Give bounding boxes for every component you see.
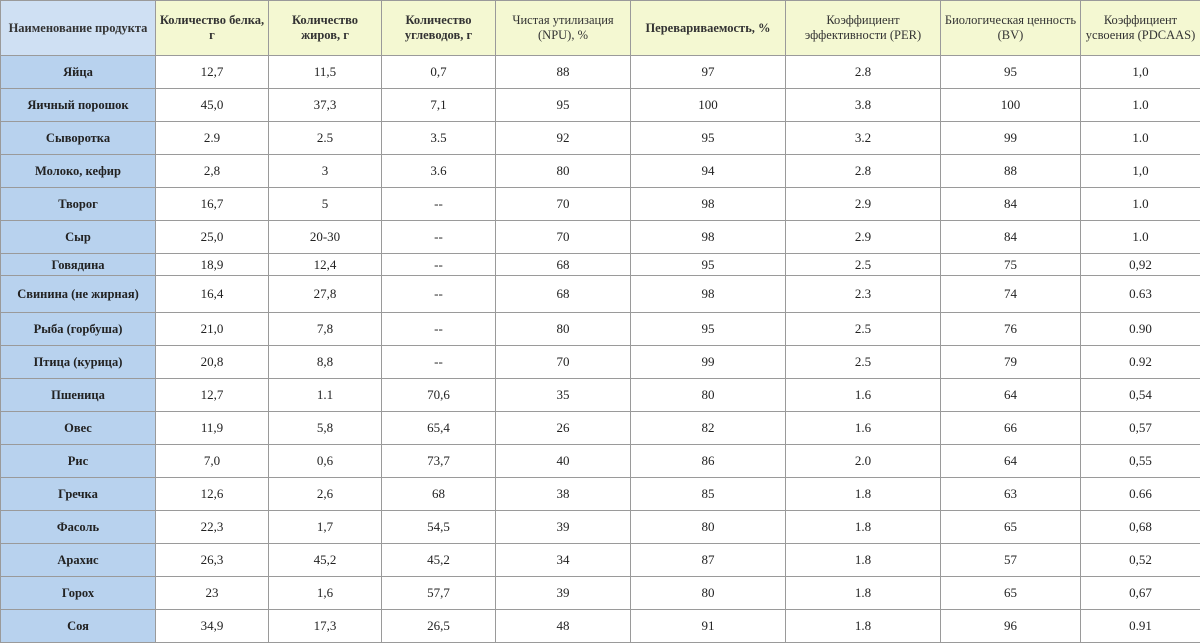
product-name: Яйца [1, 56, 156, 89]
cell-digestibility: 98 [631, 188, 786, 221]
cell-protein: 34,9 [156, 610, 269, 643]
table-row [1, 511, 1200, 544]
product-name: Рис [1, 445, 156, 478]
header-npu: Чистая утилизация (NPU), % [496, 1, 631, 56]
cell-npu: 48 [496, 610, 631, 643]
cell-digestibility: 94 [631, 155, 786, 188]
table-row [1, 610, 1200, 643]
cell-carbs: 0,7 [382, 56, 496, 89]
cell-npu: 39 [496, 577, 631, 610]
cell-npu: 35 [496, 379, 631, 412]
cell-pdcaas: 0,68 [1081, 511, 1200, 544]
cell-digestibility: 98 [631, 276, 786, 313]
table-row [1, 412, 1200, 445]
cell-digestibility: 85 [631, 478, 786, 511]
table-row [1, 544, 1200, 577]
cell-per: 2.5 [786, 254, 941, 276]
cell-fat: 20-30 [269, 221, 382, 254]
product-name: Сыворотка [1, 122, 156, 155]
cell-pdcaas: 0,52 [1081, 544, 1200, 577]
cell-npu: 92 [496, 122, 631, 155]
cell-protein: 11,9 [156, 412, 269, 445]
cell-pdcaas: 1,0 [1081, 155, 1200, 188]
cell-fat: 3 [269, 155, 382, 188]
cell-carbs: 7,1 [382, 89, 496, 122]
header-per: Коэффициент эффективности (PER) [786, 1, 941, 56]
cell-fat: 27,8 [269, 276, 382, 313]
cell-bv: 100 [941, 89, 1081, 122]
cell-protein: 22,3 [156, 511, 269, 544]
cell-protein: 23 [156, 577, 269, 610]
cell-protein: 2.9 [156, 122, 269, 155]
cell-bv: 84 [941, 221, 1081, 254]
cell-bv: 84 [941, 188, 1081, 221]
cell-protein: 12,7 [156, 56, 269, 89]
cell-protein: 20,8 [156, 346, 269, 379]
cell-per: 1.8 [786, 511, 941, 544]
header-product: Наименование продукта [1, 1, 156, 56]
cell-digestibility: 80 [631, 379, 786, 412]
table-row [1, 478, 1200, 511]
cell-npu: 95 [496, 89, 631, 122]
cell-per: 3.8 [786, 89, 941, 122]
cell-bv: 65 [941, 577, 1081, 610]
cell-fat: 8,8 [269, 346, 382, 379]
cell-npu: 70 [496, 346, 631, 379]
cell-npu: 34 [496, 544, 631, 577]
product-name: Сыр [1, 221, 156, 254]
product-name: Пшеница [1, 379, 156, 412]
cell-protein: 12,7 [156, 379, 269, 412]
cell-per: 1.8 [786, 610, 941, 643]
table-row [1, 346, 1200, 379]
table-row [1, 56, 1200, 89]
cell-carbs: 45,2 [382, 544, 496, 577]
cell-protein: 18,9 [156, 254, 269, 276]
cell-carbs: -- [382, 188, 496, 221]
cell-digestibility: 98 [631, 221, 786, 254]
product-name: Рыба (горбуша) [1, 313, 156, 346]
header-carbs: Количество углеводов, г [382, 1, 496, 56]
cell-digestibility: 87 [631, 544, 786, 577]
cell-bv: 95 [941, 56, 1081, 89]
header-digestibility: Перевариваемость, % [631, 1, 786, 56]
cell-per: 1.8 [786, 577, 941, 610]
cell-pdcaas: 1,0 [1081, 56, 1200, 89]
cell-fat: 2.5 [269, 122, 382, 155]
product-name: Овес [1, 412, 156, 445]
header-pdcaas: Коэффициент усвоения (PDCAAS) [1081, 1, 1200, 56]
cell-digestibility: 95 [631, 254, 786, 276]
table-row [1, 89, 1200, 122]
cell-carbs: -- [382, 254, 496, 276]
cell-per: 2.8 [786, 56, 941, 89]
cell-per: 2.0 [786, 445, 941, 478]
cell-fat: 0,6 [269, 445, 382, 478]
cell-npu: 80 [496, 313, 631, 346]
cell-fat: 2,6 [269, 478, 382, 511]
cell-fat: 5,8 [269, 412, 382, 445]
cell-protein: 2,8 [156, 155, 269, 188]
cell-carbs: -- [382, 276, 496, 313]
product-name: Яичный порошок [1, 89, 156, 122]
cell-fat: 17,3 [269, 610, 382, 643]
cell-pdcaas: 0,57 [1081, 412, 1200, 445]
cell-carbs: 3.5 [382, 122, 496, 155]
product-name: Молоко, кефир [1, 155, 156, 188]
cell-digestibility: 95 [631, 122, 786, 155]
cell-bv: 88 [941, 155, 1081, 188]
cell-digestibility: 82 [631, 412, 786, 445]
cell-digestibility: 86 [631, 445, 786, 478]
cell-fat: 12,4 [269, 254, 382, 276]
cell-protein: 45,0 [156, 89, 269, 122]
cell-npu: 26 [496, 412, 631, 445]
cell-bv: 96 [941, 610, 1081, 643]
cell-pdcaas: 0.63 [1081, 276, 1200, 313]
cell-bv: 74 [941, 276, 1081, 313]
table-row [1, 155, 1200, 188]
cell-carbs: 54,5 [382, 511, 496, 544]
cell-per: 2.5 [786, 313, 941, 346]
cell-npu: 88 [496, 56, 631, 89]
cell-per: 2.3 [786, 276, 941, 313]
cell-protein: 26,3 [156, 544, 269, 577]
cell-protein: 16,7 [156, 188, 269, 221]
cell-digestibility: 95 [631, 313, 786, 346]
cell-npu: 70 [496, 221, 631, 254]
cell-fat: 5 [269, 188, 382, 221]
cell-per: 1.6 [786, 412, 941, 445]
product-name: Гречка [1, 478, 156, 511]
cell-bv: 66 [941, 412, 1081, 445]
cell-per: 1.8 [786, 478, 941, 511]
cell-digestibility: 80 [631, 511, 786, 544]
product-name: Соя [1, 610, 156, 643]
cell-per: 1.6 [786, 379, 941, 412]
cell-bv: 65 [941, 511, 1081, 544]
cell-carbs: 70,6 [382, 379, 496, 412]
table-row [1, 445, 1200, 478]
table-row [1, 379, 1200, 412]
cell-fat: 11,5 [269, 56, 382, 89]
cell-fat: 1,6 [269, 577, 382, 610]
cell-npu: 70 [496, 188, 631, 221]
cell-pdcaas: 0,55 [1081, 445, 1200, 478]
cell-npu: 40 [496, 445, 631, 478]
cell-pdcaas: 0,92 [1081, 254, 1200, 276]
cell-bv: 63 [941, 478, 1081, 511]
header-row [1, 1, 1200, 56]
cell-fat: 1,7 [269, 511, 382, 544]
header-protein: Количество белка, г [156, 1, 269, 56]
product-name: Птица (курица) [1, 346, 156, 379]
cell-bv: 75 [941, 254, 1081, 276]
cell-carbs: 57,7 [382, 577, 496, 610]
cell-digestibility: 91 [631, 610, 786, 643]
cell-protein: 7,0 [156, 445, 269, 478]
product-name: Говядина [1, 254, 156, 276]
cell-bv: 64 [941, 445, 1081, 478]
cell-carbs: 73,7 [382, 445, 496, 478]
cell-digestibility: 100 [631, 89, 786, 122]
cell-protein: 12,6 [156, 478, 269, 511]
cell-digestibility: 97 [631, 56, 786, 89]
cell-bv: 64 [941, 379, 1081, 412]
table-row [1, 188, 1200, 221]
cell-pdcaas: 0.91 [1081, 610, 1200, 643]
cell-pdcaas: 0,54 [1081, 379, 1200, 412]
cell-carbs: 3.6 [382, 155, 496, 188]
cell-carbs: 68 [382, 478, 496, 511]
cell-npu: 38 [496, 478, 631, 511]
cell-per: 1.8 [786, 544, 941, 577]
cell-per: 2.9 [786, 188, 941, 221]
cell-per: 2.8 [786, 155, 941, 188]
cell-fat: 37,3 [269, 89, 382, 122]
table-row [1, 313, 1200, 346]
cell-bv: 76 [941, 313, 1081, 346]
header-bv: Биологическая ценность (BV) [941, 1, 1081, 56]
cell-pdcaas: 0,67 [1081, 577, 1200, 610]
product-name: Свинина (не жирная) [1, 276, 156, 313]
cell-fat: 7,8 [269, 313, 382, 346]
cell-npu: 39 [496, 511, 631, 544]
cell-fat: 45,2 [269, 544, 382, 577]
cell-bv: 57 [941, 544, 1081, 577]
cell-per: 2.9 [786, 221, 941, 254]
table-row [1, 276, 1200, 313]
cell-bv: 99 [941, 122, 1081, 155]
cell-digestibility: 80 [631, 577, 786, 610]
cell-pdcaas: 0.90 [1081, 313, 1200, 346]
cell-per: 3.2 [786, 122, 941, 155]
cell-pdcaas: 1.0 [1081, 188, 1200, 221]
table-row [1, 254, 1200, 276]
cell-carbs: 65,4 [382, 412, 496, 445]
cell-digestibility: 99 [631, 346, 786, 379]
cell-npu: 68 [496, 254, 631, 276]
cell-bv: 79 [941, 346, 1081, 379]
cell-pdcaas: 1.0 [1081, 89, 1200, 122]
cell-protein: 25,0 [156, 221, 269, 254]
cell-carbs: -- [382, 313, 496, 346]
cell-carbs: -- [382, 346, 496, 379]
product-name: Арахис [1, 544, 156, 577]
cell-carbs: 26,5 [382, 610, 496, 643]
product-name: Горох [1, 577, 156, 610]
table-row [1, 122, 1200, 155]
cell-carbs: -- [382, 221, 496, 254]
cell-pdcaas: 1.0 [1081, 122, 1200, 155]
cell-npu: 68 [496, 276, 631, 313]
cell-pdcaas: 0.66 [1081, 478, 1200, 511]
cell-per: 2.5 [786, 346, 941, 379]
table-row [1, 221, 1200, 254]
cell-npu: 80 [496, 155, 631, 188]
cell-protein: 16,4 [156, 276, 269, 313]
cell-pdcaas: 1.0 [1081, 221, 1200, 254]
cell-protein: 21,0 [156, 313, 269, 346]
header-fat: Количество жиров, г [269, 1, 382, 56]
cell-fat: 1.1 [269, 379, 382, 412]
table-row [1, 577, 1200, 610]
product-name: Творог [1, 188, 156, 221]
cell-pdcaas: 0.92 [1081, 346, 1200, 379]
product-name: Фасоль [1, 511, 156, 544]
